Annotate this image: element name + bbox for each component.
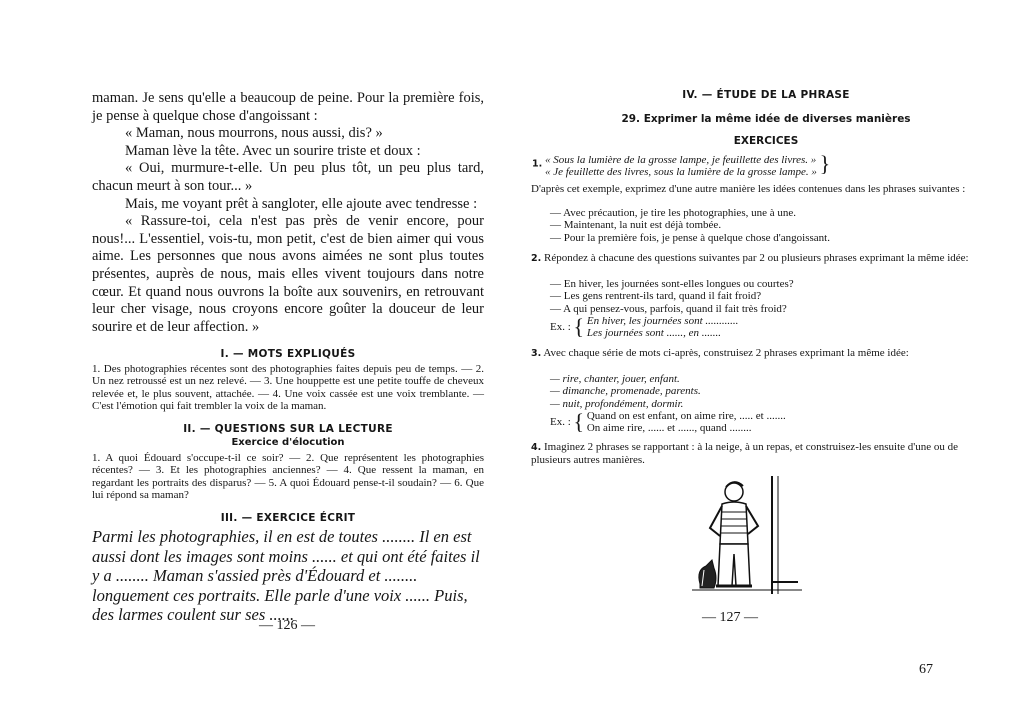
example-line: Quand on est enfant, on aime rire, ..... et .......	[586, 410, 786, 422]
exercise-1-instruction: D'après cet exemple, exprimez d'une autre manière les idées contenues dans les phrases suivantes :	[531, 183, 966, 195]
example-sentence: « Je feuillette des livres, sous la lumière de la grosse lampe. »	[544, 166, 817, 179]
exercise-2-items	[550, 278, 980, 315]
section-subtitle-elocution: Exercice d'élocution	[231, 437, 345, 448]
example-line: En hiver, les journées sont ............	[586, 315, 739, 327]
list-item: — Maintenant, la nuit est déjà tombée.	[550, 219, 722, 232]
brace-glyph: {	[573, 409, 585, 435]
section-text-exercice-ecrit: Parmi les photographies, il en est de toutes ........ Il en est aussi dont les images sont moins ...... et qui ont été faites il y a ........ Maman s'assied près d'Édouard et ........ longuement ces portraits. Elle parle d'une voix ...... Puis, des larmes coulent sur ses ......	[92, 527, 480, 624]
list-item: — Pour la première fois, je pense à quelque chose d'angoissant.	[550, 231, 830, 244]
example-line: Les journées sont ......, en .......	[586, 327, 721, 340]
narrative-text	[92, 90, 484, 336]
instruction-text: Avec chaque série de mots ci-après, construisez 2 phrases exprimant la même idée:	[543, 347, 909, 359]
exercise-number: 4.	[531, 442, 542, 453]
section-title-questions: II. — QUESTIONS SUR LA LECTURE	[183, 423, 393, 435]
exercise-number: 1.	[532, 158, 543, 170]
example-label: Ex. :	[550, 415, 571, 428]
exercise-2-example	[550, 315, 738, 340]
man-in-doorway-illustration	[686, 474, 806, 604]
section-title-exercice-ecrit: III. — EXERCICE ÉCRIT	[220, 512, 356, 524]
narrative-paragraph: maman. Je sens qu'elle a beaucoup de peine. Pour la première fois, je pense à quelque chose d'angoissant :	[92, 90, 484, 124]
instruction-text: Imaginez 2 phrases se rapportant : à la neige, à un repas, et construisez-les ensuite d'une ou de plusieurs autres manières.	[531, 441, 959, 467]
list-item: — rire, chanter, jouer, enfant.	[550, 373, 680, 385]
example-label: Ex. :	[550, 320, 571, 333]
example-line: On aime rire, ...... et ......, quand ........	[586, 422, 752, 435]
folio-left: — 126 —	[259, 618, 315, 633]
folio-right: — 127 —	[702, 610, 758, 625]
list-item: — Les gens rentrent-ils tard, quand il fait froid?	[550, 290, 762, 303]
section-title-etude-phrase: IV. — ÉTUDE DE LA PHRASE	[682, 89, 850, 101]
exercise-heading: 29. Exprimer la même idée de diverses manières	[621, 113, 911, 125]
brace-glyph: }	[819, 151, 831, 176]
exercise-4-instruction	[531, 441, 991, 467]
exercise-number: 2.	[531, 253, 542, 264]
narrative-paragraph: « Oui, murmure-t-elle. Un peu plus tôt, un peu plus tard, chacun meurt à son tour... »	[92, 160, 484, 194]
narrative-paragraph: « Maman, nous mourrons, nous aussi, dis? »	[125, 125, 383, 142]
example-sentence: « Sous la lumière de la grosse lampe, je feuillette des livres. »	[544, 154, 817, 166]
exercise-2-instruction	[531, 252, 991, 265]
page-number: 67	[919, 662, 933, 677]
instruction-text: Répondez à chacune des questions suivantes par 2 ou plusieurs phrases exprimant la même idée:	[543, 252, 969, 264]
exercise-3-items	[550, 373, 980, 410]
list-item: — dimanche, promenade, parents.	[550, 385, 701, 398]
list-item: — En hiver, les journées sont-elles longues ou courtes?	[550, 278, 794, 290]
exercise-number: 3.	[531, 348, 542, 359]
exercise-1-example	[532, 151, 972, 179]
narrative-paragraph: Maman lève la tête. Avec un sourire triste et doux :	[125, 142, 421, 159]
list-item: — A qui pensez-vous, parfois, quand il fait très froid?	[550, 302, 787, 315]
exercise-3-example	[550, 410, 786, 435]
exercises-label: EXERCICES	[733, 135, 799, 147]
exercise-1-items	[550, 207, 980, 244]
list-item: — Avec précaution, je tire les photographies, une à une.	[550, 207, 796, 219]
section-text-questions: 1. A quoi Édouard s'occupe-t-il ce soir? — 2. Que représentent les photographies récentes? — 3. Et les photographies anciennes? — 4. Que ressent la maman, en regardant les portraits des disparus? — 5. A quoi Édouard pense-t-il soudain? — 6. Que lui répond sa maman?	[92, 452, 484, 502]
narrative-paragraph: Mais, me voyant prêt à sangloter, elle ajoute avec tendresse :	[125, 195, 478, 212]
exercise-3-instruction	[531, 347, 991, 360]
brace-glyph: {	[573, 314, 585, 340]
section-text-mots-expliques: 1. Des photographies récentes sont des photographies faites depuis peu de temps. — 2. Un nez retroussé est un nez relevé. — 3. Une houppette est une petite touffe de cheveux relevée et, le plus souvent, attachée. — 4. Une voix cassée est une voix tremblante. — C'est l'émotion qui fait trembler la voix de la maman.	[92, 363, 484, 413]
narrative-paragraph: « Rassure-toi, cela n'est pas près de venir encore, pour nous!... L'essentiel, vois-tu, mon petit, c'est de bien aimer qui vous aime. Les personnes que nous avons aimées ne sont plus toutes présentes, auprès de nous, mais elles vivent toujours dans notre cœur. Et quand nous ouvrons la boîte aux souvenirs, en retrouvant leur cher visage, nous croyons encore goûter la douceur de leur sourire et de leur affection. »	[92, 213, 484, 335]
section-title-mots-expliques: I. — MOTS EXPLIQUÉS	[220, 348, 356, 360]
list-item: — nuit, profondément, dormir.	[550, 397, 684, 410]
right-page	[510, 0, 1019, 720]
